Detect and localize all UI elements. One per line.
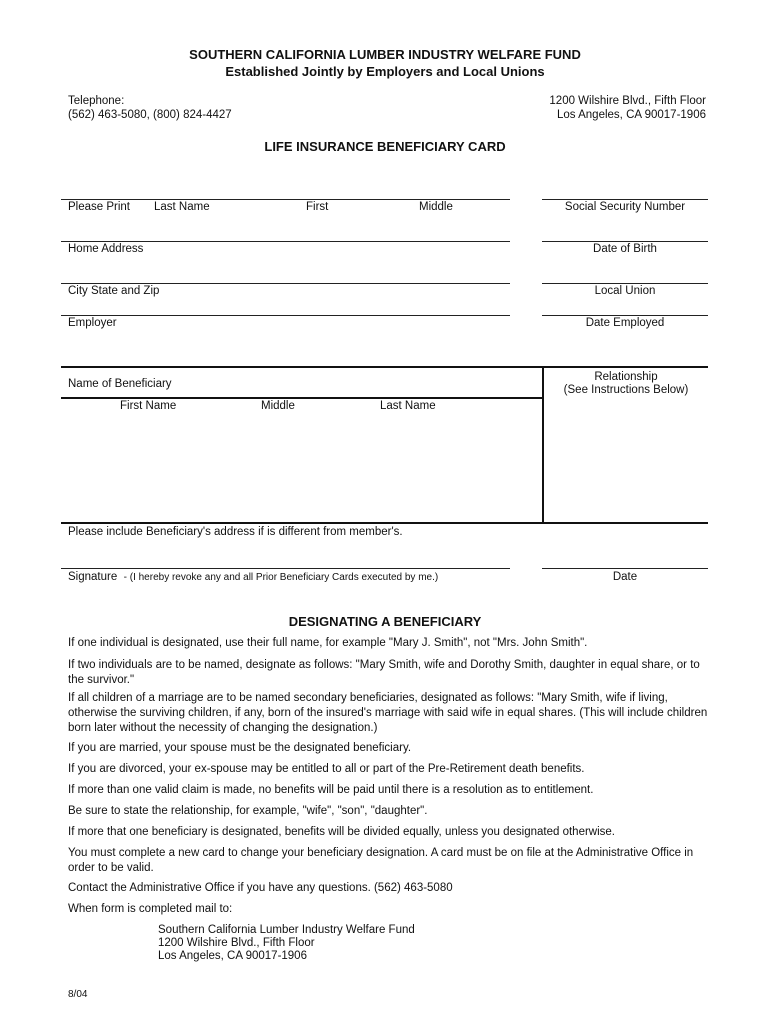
- last-name-label: Last Name: [154, 201, 210, 213]
- relationship-label: Relationship: [594, 371, 658, 383]
- ssn-label: Social Security Number: [564, 201, 686, 213]
- mail-line2: 1200 Wilshire Blvd., Fifth Floor: [158, 937, 315, 949]
- date-label: Date: [612, 571, 638, 583]
- dob-label: Date of Birth: [593, 243, 657, 255]
- address-line1: 1200 Wilshire Blvd., Fifth Floor: [549, 95, 706, 107]
- form-revision: 8/04: [68, 989, 88, 1000]
- instruction-5: If you are divorced, your ex-spouse may be entitled to all or part of the Pre-Retirement death benefits.: [68, 763, 585, 775]
- local-union-label: Local Union: [594, 285, 656, 297]
- instruction-11: When form is completed mail to:: [68, 903, 233, 915]
- relationship-note: (See Instructions Below): [563, 384, 689, 396]
- signature-note: - (I hereby revoke any and all Prior Beneficiary Cards executed by me.): [123, 572, 439, 583]
- beneficiary-last-label: Last Name: [380, 400, 436, 412]
- instruction-8: If more that one beneficiary is designated, benefits will be divided equally, unless you designated otherwise.: [68, 826, 616, 838]
- beneficiary-label: Name of Beneficiary: [68, 378, 172, 390]
- address-note: Please include Beneficiary's address if is different from member's.: [68, 526, 403, 538]
- instruction-3: If all children of a marriage are to be named secondary beneficiaries, designated as follows: "Mary Smith, wife if living, otherwise the surviving children, if any, born of the insured's marriage with said wife in equal shares. (This will include children born later without the necessity of changing the designation.): [68, 692, 708, 734]
- beneficiary-middle-label: Middle: [261, 400, 295, 412]
- phone-numbers: (562) 463-5080, (800) 824-4427: [68, 109, 232, 121]
- date-employed-label: Date Employed: [585, 317, 665, 329]
- home-address-label: Home Address: [68, 243, 144, 255]
- middle-name-label: Middle: [419, 201, 453, 213]
- instruction-9: You must complete a new card to change your beneficiary designation. A card must be on file at the Administrative Office in order to be valid.: [68, 847, 694, 874]
- form-title: LIFE INSURANCE BENEFICIARY CARD: [264, 139, 506, 154]
- employer-label: Employer: [68, 317, 117, 329]
- instruction-7: Be sure to state the relationship, for example, "wife", "son", "daughter".: [68, 805, 428, 817]
- city-state-zip-label: City State and Zip: [68, 285, 160, 297]
- signature-label: [68, 571, 438, 583]
- mail-line3: Los Angeles, CA 90017-1906: [158, 950, 307, 962]
- instruction-4: If you are married, your spouse must be the designated beneficiary.: [68, 742, 412, 754]
- org-name: SOUTHERN CALIFORNIA LUMBER INDUSTRY WELFARE FUND: [189, 47, 581, 62]
- beneficiary-first-label: First Name: [120, 400, 177, 412]
- instructions-heading: DESIGNATING A BENEFICIARY: [288, 614, 482, 629]
- phone-label: Telephone:: [68, 95, 125, 107]
- address-line2: Los Angeles, CA 90017-1906: [557, 109, 706, 121]
- org-subtitle: Established Jointly by Employers and Local Unions: [225, 64, 545, 79]
- please-print-label: Please Print: [68, 201, 131, 213]
- instruction-10: Contact the Administrative Office if you have any questions. (562) 463-5080: [68, 882, 453, 894]
- instruction-2: If two individuals are to be named, designate as follows: "Mary Smith, wife and Dorothy Smith, daughter in equal share, or to the survivor.": [68, 659, 700, 686]
- instruction-1: If one individual is designated, use their full name, for example "Mary J. Smith", not "Mrs. John Smith".: [68, 637, 588, 649]
- mail-line1: Southern California Lumber Industry Welfare Fund: [158, 924, 415, 936]
- signature-text: Signature: [68, 571, 118, 583]
- first-name-label: First: [306, 201, 329, 213]
- instruction-6: If more than one valid claim is made, no benefits will be paid until there is a resolution as to entitlement.: [68, 784, 594, 796]
